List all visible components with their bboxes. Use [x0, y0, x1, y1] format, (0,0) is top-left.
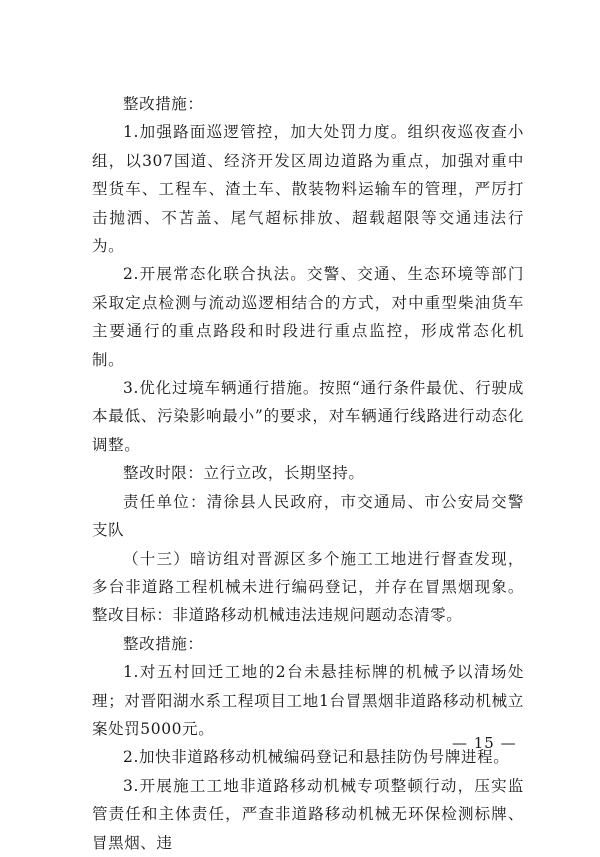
paragraph-measure-3-transit-vehicles: 3.优化过境车辆通行措施。按照“通行条件最优、行驶成本最低、污染影响最小”的要求，对车辆通行线路进行动态化调整。	[92, 379, 524, 454]
paragraph-item-13-finding: （十三）暗访组对晋源区多个施工工地进行督查发现，多台非道路工程机械未进行编码登记，并存在冒黑烟现象。整改目标：非道路移动机械违法违规问题动态清零。	[92, 549, 524, 625]
paragraph-measure-1-machinery-penalty: 1.对五村回迁工地的2台未悬挂标牌的机械予以清场处理；对晋阳湖水系工程项目工地1台冒黑烟非道路移动机械立案处罚5000元。	[92, 663, 524, 738]
paragraph-measure-1-road-patrol: 1.加强路面巡逻管控，加大处罚力度。组织夜巡夜查小组，以307国道、经济开发区周边道路为重点，加强对重中型货车、工程车、渣土车、散装物料运输车的管理，严厉打击抛洒、不苫盖、尾气超标排放、超载超限等交通违法行为。	[92, 123, 524, 256]
paragraph-measure-3-special-campaign: 3.开展施工工地非道路移动机械专项整顿行动，压实监管责任和主体责任，严查非道路移动机械无环保检测标牌、冒黑烟、违	[92, 776, 524, 852]
paragraph-measure-2-registration: 2.加快非道路移动机械编码登记和悬挂防伪号牌进程。	[123, 748, 510, 767]
paragraph-deadline: 整改时限：立行立改，长期坚持。	[123, 464, 365, 483]
paragraph-responsible-units: 责任单位：清徐县人民政府，市交通局、市公安局交警支队	[92, 492, 524, 540]
paragraph-measures-heading-2: 整改措施：	[123, 634, 204, 653]
paragraph-measures-heading-1: 整改措施：	[123, 95, 204, 113]
paragraph-measure-2-joint-enforcement: 2.开展常态化联合执法。交警、交通、生态环境等部门采取定点检测与流动巡逻相结合的方式，对中重型柴油货车主要通行的重点路段和时段进行重点监控，形成常态化机制。	[92, 265, 524, 369]
page-number: — 15 —	[452, 734, 517, 752]
